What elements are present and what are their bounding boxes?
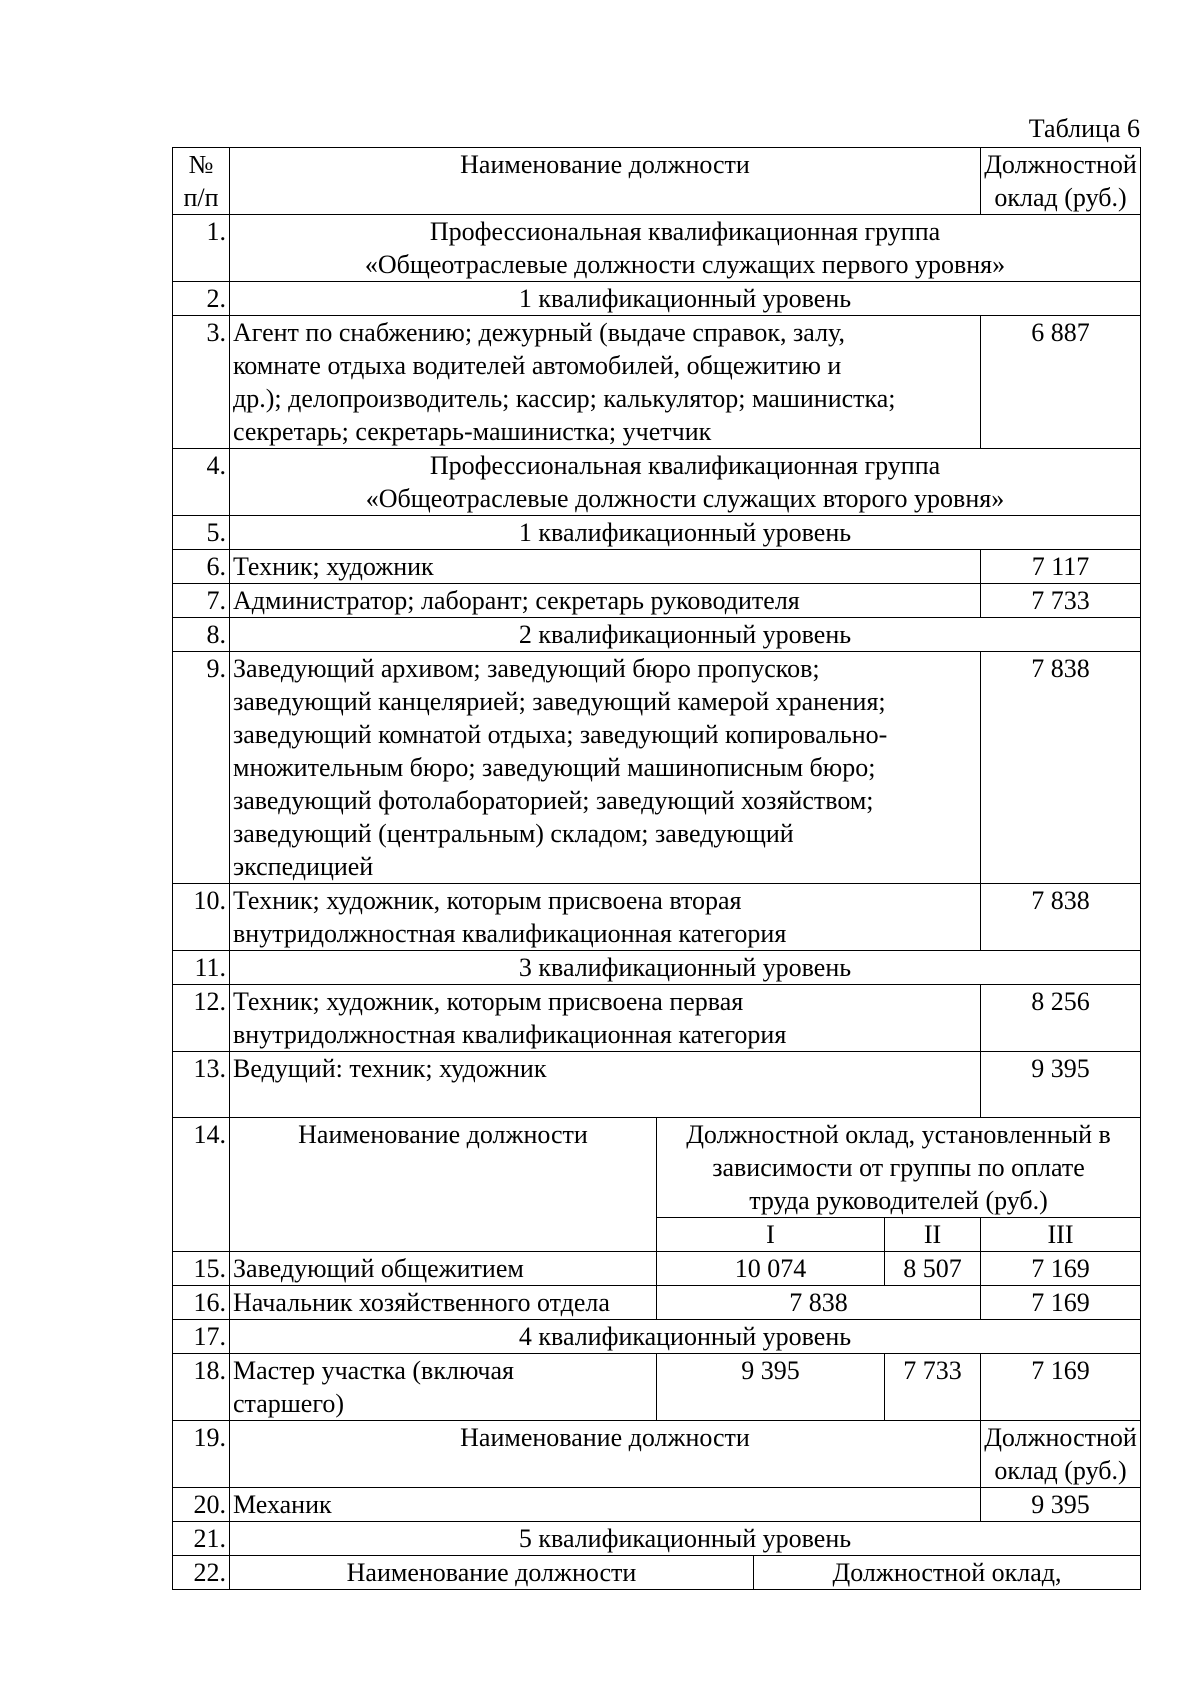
level-title: 1 квалификационный уровень	[230, 516, 1141, 550]
table-row	[173, 1252, 1141, 1286]
table-row	[173, 1421, 1141, 1488]
salary-table	[172, 147, 1141, 1590]
subheader-salary-cell: Должностной оклад (руб.)	[981, 1421, 1141, 1488]
row-number: 5.	[173, 516, 230, 550]
row-number: 1.	[173, 215, 230, 282]
table-row	[173, 1522, 1141, 1556]
row-number: 11.	[173, 951, 230, 985]
row-number: 6.	[173, 550, 230, 584]
row-number: 16.	[173, 1286, 230, 1320]
row-number: 15.	[173, 1252, 230, 1286]
row-number: 4.	[173, 449, 230, 516]
salary-value: 8 256	[981, 985, 1141, 1052]
row-number: 13.	[173, 1052, 230, 1118]
salary-group-ii: 8 507	[885, 1252, 981, 1286]
salary-value: 6 887	[981, 316, 1141, 449]
salary-value: 7 733	[981, 584, 1141, 618]
table-row	[173, 215, 1141, 282]
row-number: 3.	[173, 316, 230, 449]
header-name-cell: Наименование должности	[230, 148, 981, 215]
row-number: 7.	[173, 584, 230, 618]
row-number: 21.	[173, 1522, 230, 1556]
row-number: 8.	[173, 618, 230, 652]
subheader-name-cell: Наименование должности	[230, 1556, 754, 1590]
row-number: 19.	[173, 1421, 230, 1488]
row-number: 12.	[173, 985, 230, 1052]
row-number: 17.	[173, 1320, 230, 1354]
salary-value: 9 395	[981, 1488, 1141, 1522]
position-name: Техник; художник, которым присвоена вторая внутридолжностная квалификационная категория	[230, 884, 981, 951]
table-row	[173, 951, 1141, 985]
salary-group-i-ii: 7 838	[657, 1286, 981, 1320]
subheader-salary-cell: Должностной оклад,	[754, 1556, 1141, 1590]
subheader-salary-cell: Должностной оклад, установленный в зависимости от группы по оплате труда руководителей (руб.)	[657, 1118, 1141, 1218]
level-title: 1 квалификационный уровень	[230, 282, 1141, 316]
salary-value: 9 395	[981, 1052, 1141, 1118]
salary-group-iii: 7 169	[981, 1252, 1141, 1286]
position-name: Заведующий общежитием	[230, 1252, 657, 1286]
table-row	[173, 282, 1141, 316]
table-header-row	[173, 148, 1141, 215]
table-row	[173, 618, 1141, 652]
table-row	[173, 1488, 1141, 1522]
group-title: Профессиональная квалификационная группа «Общеотраслевые должности служащих второго уровня»	[230, 449, 1141, 516]
row-number: 22.	[173, 1556, 230, 1590]
table-row	[173, 316, 1141, 449]
table-caption: Таблица 6	[1028, 114, 1140, 143]
row-number: 9.	[173, 652, 230, 884]
group-iii-header: III	[981, 1218, 1141, 1252]
table-row	[173, 550, 1141, 584]
level-title: 3 квалификационный уровень	[230, 951, 1141, 985]
table-row	[173, 884, 1141, 951]
row-number: 18.	[173, 1354, 230, 1421]
table-row	[173, 449, 1141, 516]
header-number-cell: № п/п	[173, 148, 230, 215]
salary-group-iii: 7 169	[981, 1286, 1141, 1320]
group-title: Профессиональная квалификационная группа «Общеотраслевые должности служащих первого уровня»	[230, 215, 1141, 282]
subheader-name-cell: Наименование должности	[230, 1118, 657, 1252]
salary-group-i: 10 074	[657, 1252, 885, 1286]
salary-value: 7 838	[981, 652, 1141, 884]
salary-value: 7 838	[981, 884, 1141, 951]
position-name: Ведущий: техник; художник	[230, 1052, 981, 1118]
subheader-name-cell: Наименование должности	[230, 1421, 981, 1488]
salary-group-i: 9 395	[657, 1354, 885, 1421]
level-title: 2 квалификационный уровень	[230, 618, 1141, 652]
table-row	[173, 1286, 1141, 1320]
position-name: Начальник хозяйственного отдела	[230, 1286, 657, 1320]
row-number: 20.	[173, 1488, 230, 1522]
position-name: Агент по снабжению; дежурный (выдаче справок, залу, комнате отдыха водителей автомобилей, общежитию и др.); делопроизводитель; кассир; калькулятор; машинистка; секретарь; секретарь-машинистка; учетчик	[230, 316, 981, 449]
position-name: Механик	[230, 1488, 981, 1522]
row-number: 2.	[173, 282, 230, 316]
table-row	[173, 516, 1141, 550]
table-row	[173, 1556, 1141, 1590]
position-name: Техник; художник	[230, 550, 981, 584]
salary-group-iii: 7 169	[981, 1354, 1141, 1421]
table-row	[173, 652, 1141, 884]
table-row	[173, 1354, 1141, 1421]
header-salary-cell: Должностной оклад (руб.)	[981, 148, 1141, 215]
table-row	[173, 1320, 1141, 1354]
table-row	[173, 1118, 1141, 1218]
level-title: 5 квалификационный уровень	[230, 1522, 1141, 1556]
table-row	[173, 584, 1141, 618]
group-i-header: I	[657, 1218, 885, 1252]
group-ii-header: II	[885, 1218, 981, 1252]
row-number: 10.	[173, 884, 230, 951]
table-row	[173, 1052, 1141, 1118]
position-name: Заведующий архивом; заведующий бюро пропусков; заведующий канцелярией; заведующий камерой хранения; заведующий комнатой отдыха; заведующий копировально- множительным бюро; заведующий машинописным бюро; заведующий фотолабораторией; заведующий хозяйством; заведующий (центральным) складом; заведующий экспедицией	[230, 652, 981, 884]
row-number: 14.	[173, 1118, 230, 1252]
position-name: Техник; художник, которым присвоена первая внутридолжностная квалификационная категория	[230, 985, 981, 1052]
table-row	[173, 985, 1141, 1052]
salary-value: 7 117	[981, 550, 1141, 584]
salary-group-ii: 7 733	[885, 1354, 981, 1421]
position-name: Мастер участка (включая старшего)	[230, 1354, 657, 1421]
position-name: Администратор; лаборант; секретарь руководителя	[230, 584, 981, 618]
level-title: 4 квалификационный уровень	[230, 1320, 1141, 1354]
